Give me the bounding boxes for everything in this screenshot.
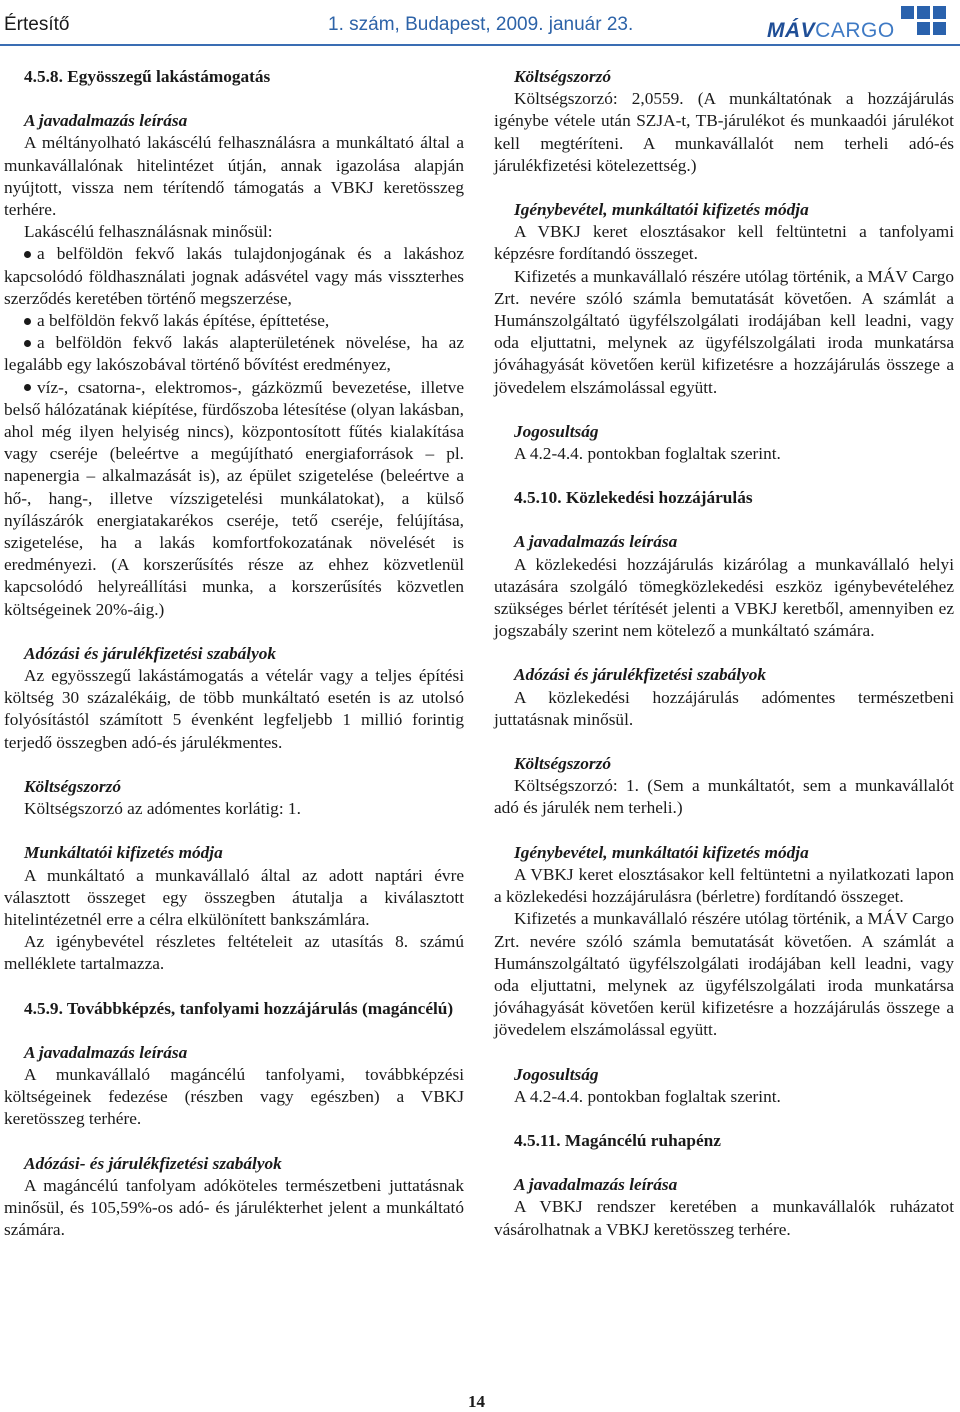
- bullet-item: [4, 243, 464, 310]
- logo-mav: MÁV: [767, 19, 816, 42]
- bullet-item: [4, 332, 464, 376]
- paragraph: A közlekedési hozzájárulás kizárólag a munkavállaló helyi utazására szolgáló tömegközlekedési eszköz igénybevételéhez szükséges bérlet térítését jelenti a VBKJ keretből, amennyiben ez jogszabály szerint nem kötelező a munkáltató számára.: [494, 554, 954, 641]
- paragraph: A 4.2-4.4. pontokban foglaltak szerint.: [514, 1086, 781, 1106]
- paragraph: A 4.2-4.4. pontokban foglaltak szerint.: [514, 444, 781, 464]
- issue-date: 1. szám, Budapest, 2009. január 23.: [328, 14, 634, 35]
- publication-name: Értesítő: [4, 14, 70, 35]
- paragraph: Kifizetés a munkavállaló részére utólag történik, a MÁV Cargo Zrt. nevére szóló számla bemutatását követően. A számlát a Humánszolgáltató ügyfélszolgálati irodájában kell leadni, vagy oda eljuttatni, melynek az ügyfélszolgálati iroda munkatársa jóváhagyását követően kerül kifizetésre a hozzájárulás összege a jövedelem elszámolással együtt.: [494, 266, 954, 397]
- subsection-heading: Költségszorzó: [514, 754, 611, 774]
- subsection-heading: Adózási és járulékfizetési szabályok: [24, 643, 277, 663]
- subsection-heading: A javadalmazás leírása: [24, 111, 188, 131]
- left-column: [4, 66, 464, 1241]
- section-title: 4.5.11. Magáncélú ruhapénz: [514, 1130, 721, 1150]
- paragraph: A munkavállaló magáncélú tanfolyami, továbbképzési költségeinek fedezése (részben vagy egészben) a VBKJ keretösszeg terhére.: [4, 1064, 464, 1129]
- subsection-heading: Jogosultság: [514, 1064, 599, 1084]
- paragraph: A VBKJ keret elosztásakor kell feltüntetni a nyilatkozati lapon a közlekedési hozzájárulásra (bérletre) fordítandó összeget.: [494, 864, 954, 907]
- paragraph: A VBKJ keret elosztásakor kell feltüntetni a tanfolyami képzésre fordítandó összeget.: [494, 222, 954, 264]
- paragraph: Az egyösszegű lakástámogatás a vételár vagy a teljes építési költség 30 százalékáig, de több munkáltató esetén is az utolsó folyósítástól számított 5 évenként legfeljebb 1 millió forintig terjedő összegben adó-és járulékmentes.: [4, 666, 464, 752]
- bullet-text: a belföldön fekvő lakás tulajdonjogának és a lakáshoz kapcsolódó földhasználati jognak adásvétel vagy más visszterhes szerződés keretében történő megszerzése,: [4, 244, 464, 308]
- bullet-item: [4, 310, 464, 332]
- paragraph: Lakáscélú felhasználásnak minősül:: [24, 222, 273, 242]
- paragraph: Költségszorzó: 2,0559. (A munkáltatónak a hozzájárulás igénybe vétele után SZJA-t, TB-járulékot és munkaadói járulékot kell megtéríteni. A munkavállalót nem terheli adó-és járulékfizetési kötelezettség.): [494, 89, 954, 175]
- bullet-icon: [24, 384, 31, 391]
- logo-cargo: CARGO: [815, 19, 895, 42]
- bullet-icon: [24, 318, 31, 325]
- subsection-heading: A javadalmazás leírása: [514, 532, 678, 552]
- page-number: 14: [468, 1392, 485, 1411]
- subsection-heading: Adózási és járulékfizetési szabályok: [514, 665, 767, 685]
- subsection-heading: A javadalmazás leírása: [24, 1042, 188, 1062]
- page-header: [0, 0, 960, 46]
- section-title: 4.5.8. Egyösszegű lakástámogatás: [24, 67, 271, 86]
- paragraph: Az igénybevétel részletes feltételeit az utasítás 8. számú melléklete tartalmazza.: [4, 932, 464, 974]
- paragraph: A méltányolható lakáscélú felhasználásra a munkáltató által a munkavállalónak hitelintézet útján, annak igazolása alapján nyújtott, vissza nem térítendő támogatás a VBKJ keretösszeg terhére.: [4, 133, 464, 220]
- logo-square-icon: [917, 22, 930, 35]
- logo-square-icon: [933, 6, 946, 19]
- header-rule: [0, 44, 960, 46]
- logo-square-icon: [933, 22, 946, 35]
- paragraph: Költségszorzó: 1. (Sem a munkáltatót, sem a munkavállalót adó és járulék nem terheli.): [494, 776, 954, 818]
- logo-text: [767, 19, 895, 43]
- logo-square-icon: [901, 6, 914, 19]
- subsection-heading: Adózási- és járulékfizetési szabályok: [24, 1153, 282, 1173]
- paragraph: A magáncélú tanfolyam adóköteles természetbeni juttatásnak minősül, és 105,59%-os adó- és járulékterhet jelent a munkáltató számára.: [4, 1175, 464, 1240]
- paragraph: Költségszorzó az adómentes korlátig: 1.: [24, 799, 301, 819]
- bullet-text: a belföldön fekvő lakás alapterületének növelése, ha az legalább egy lakószobával történő bővítést eredményez,: [4, 333, 464, 375]
- bullet-icon: [24, 251, 31, 258]
- subsection-heading: Igénybevétel, munkáltatói kifizetés módja: [514, 200, 809, 220]
- subsection-heading: Jogosultság: [514, 421, 599, 441]
- paragraph: A közlekedési hozzájárulás adómentes természetbeni juttatásnak minősül.: [494, 687, 954, 729]
- paragraph: Kifizetés a munkavállaló részére utólag történik, a MÁV Cargo Zrt. nevére szóló számla bemutatását követően. A számlát a Humánszolgáltató ügyfélszolgálati irodájában kell leadni, vagy oda eljuttatni, melynek az ügyfélszolgálati iroda munkatársa jóváhagyását követően kerül kifizetésre a hozzájárulás összege a jövedelem elszámolással együtt.: [494, 909, 954, 1040]
- bullet-item: [4, 377, 464, 621]
- subsection-heading: Munkáltatói kifizetés módja: [24, 843, 223, 863]
- subsection-heading: Költségszorzó: [514, 67, 611, 86]
- section-title: 4.5.9. Továbbképzés, tanfolyami hozzájárulás (magáncélú): [24, 998, 454, 1018]
- subsection-heading: Igénybevétel, munkáltatói kifizetés módja: [514, 842, 809, 862]
- logo-square-icon: [917, 6, 930, 19]
- bullet-text: a belföldön fekvő lakás építése, építtetése,: [37, 311, 330, 331]
- right-column: [494, 66, 954, 1241]
- subsection-heading: Költségszorzó: [24, 776, 121, 796]
- bullet-icon: [24, 340, 31, 347]
- paragraph: A munkáltató a munkavállaló által az adott naptári évre választott összeget egy összegben átutalja a kiválasztott hitelintézetnél erre a célra elkülönített bankszámlára.: [4, 865, 464, 929]
- section-title: 4.5.10. Közlekedési hozzájárulás: [514, 488, 753, 508]
- subsection-heading: A javadalmazás leírása: [514, 1175, 678, 1195]
- paragraph: A VBKJ rendszer keretében a munkavállalók ruházatot vásárolhatnak a VBKJ keretösszeg terhére.: [494, 1197, 954, 1239]
- bullet-text: víz-, csatorna-, elektromos-, gázközmű bevezetése, illetve belső hálózatának kiépítése, fürdőszoba létesítése (olyan lakásban, ahol még ilyen helyiség nincs), központosított fűtés kialakítása vagy cseréje (beleértve a megújítható energiaforrások – pl. napenergia – alkalmazását is), az épület szigetelése (beleértve a hő-, hang-, illetve vízszigetelési munkálatokat), a külső nyílászárók energiatakarékos cseréje, tető cseréje, felújítása, szigetelése, ha a lakás komfortfokozatának növelését is eredményezi. (A korszerűsítés része az ehhez közvetlenül kapcsolódó helyreállítási munka, a korszerűsítés közvetlen költségeinek 20%-áig.): [4, 377, 464, 619]
